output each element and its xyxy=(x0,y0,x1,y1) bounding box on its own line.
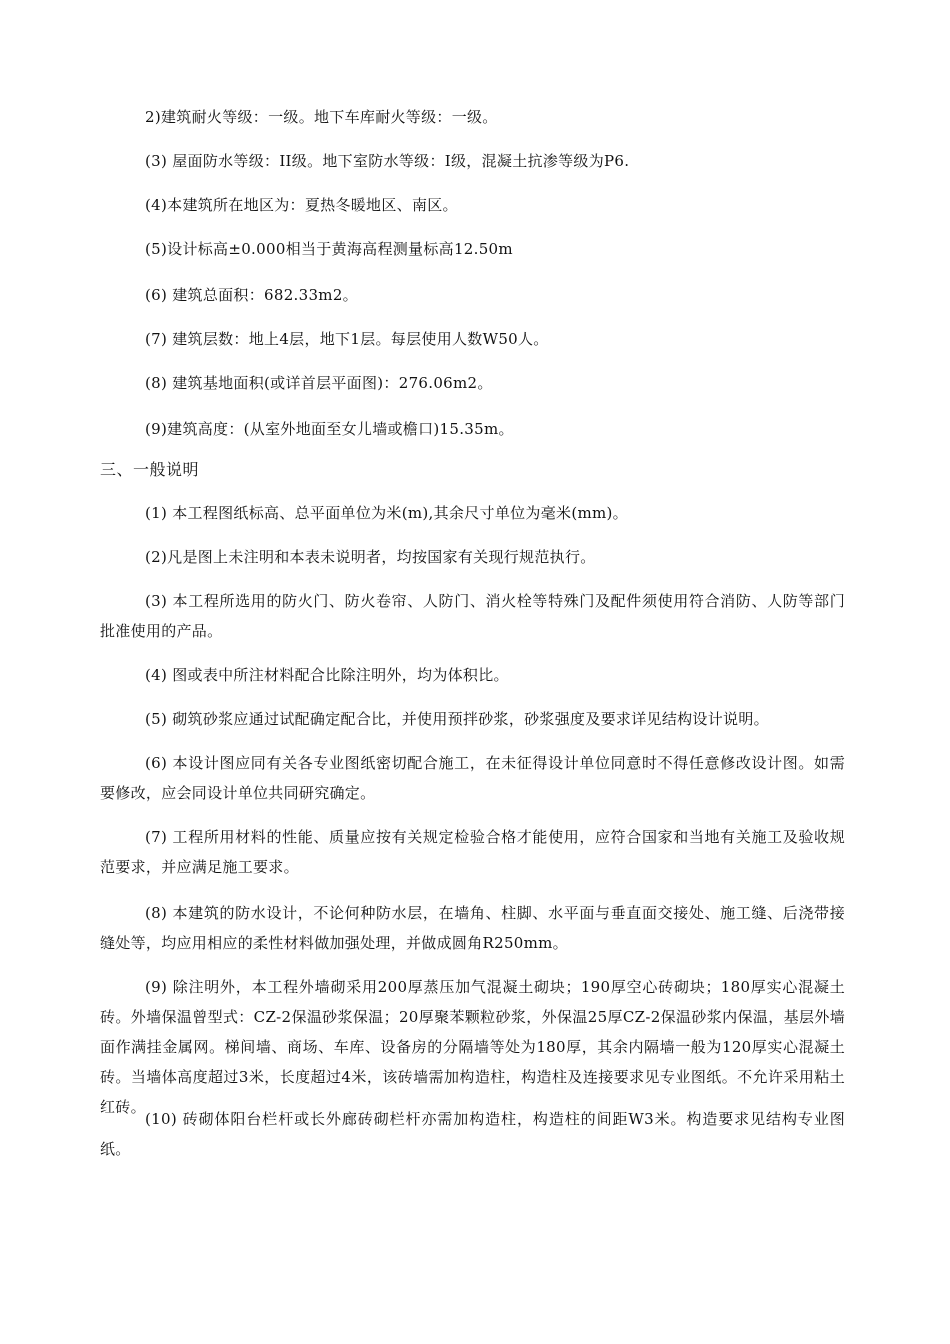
paragraph-units: (1) 本工程图纸标高、总平面单位为米(m),其余尺寸单位为毫米(mm)。 xyxy=(145,504,628,522)
paragraph-materials: (7) 工程所用材料的性能、质量应按有关规定检验合格才能使用，应符合国家和当地有关施工及验收规范要求，并应满足施工要求。 xyxy=(100,828,845,876)
paragraph-fire-doors: (3) 本工程所选用的防火门、防火卷帘、人防门、消火栓等特殊门及配件须使用符合消防、人防等部门批准使用的产品。 xyxy=(100,592,845,640)
paragraph-elevation: (5)设计标高±0.000相当于黄海高程测量标高12.50m xyxy=(145,240,513,258)
paragraph-floors: (7) 建筑层数：地上4层，地下1层。每层使用人数W50人。 xyxy=(145,330,549,348)
paragraph-regulations: (2)凡是图上未注明和本表未说明者，均按国家有关现行规范执行。 xyxy=(145,548,596,566)
paragraph-waterproofing: (8) 本建筑的防水设计，不论何种防水层，在墙角、柱脚、水平面与垂直面交接处、施工缝、后浇带接缝处等，均应用相应的柔性材料做加强处理，并做成圆角R250mm。 xyxy=(100,904,845,952)
paragraph-fire-rating: 2)建筑耐火等级：一级。地下车库耐火等级：一级。 xyxy=(145,108,498,126)
paragraph-climate-zone: (4)本建筑所在地区为：夏热冬暖地区、南区。 xyxy=(145,196,458,214)
section-heading-general: 三、一般说明 xyxy=(100,460,200,479)
paragraph-base-area: (8) 建筑基地面积(或详首层平面图)：276.06m2。 xyxy=(145,374,493,392)
paragraph-walls: (9) 除注明外，本工程外墙砌采用200厚蒸压加气混凝土砌块；190厚空心砖砌块；180厚实心混凝土砖。外墙保温曾型式：CZ-2保温砂浆保温；20厚聚苯颗粒砂浆，外保温25厚CZ-2保温砂浆内保温，基层外墙面作满挂金属网。梯间墙、商场、车库、设备房的分隔墙等处为180厚，其余内隔墙一般为120厚实心混凝土砖。当墙体高度超过3米，长度超过4米，该砖墙需加构造柱，构造柱及连接要求见专业图纸。不允许采用粘土红砖。 xyxy=(100,978,845,1116)
paragraph-waterproof-level: (3) 屋面防水等级：II级。地下室防水等级：I级，混凝土抗渗等级为P6. xyxy=(145,152,630,170)
paragraph-total-area: (6) 建筑总面积：682.33m2。 xyxy=(145,286,358,304)
paragraph-building-height: (9)建筑高度：(从室外地面至女儿墙或檐口)15.35m。 xyxy=(145,420,514,438)
paragraph-mortar: (5) 砌筑砂浆应通过试配确定配合比，并使用预拌砂浆，砂浆强度及要求详见结构设计说明。 xyxy=(145,710,769,728)
paragraph-mix-ratio: (4) 图或表中所注材料配合比除注明外，均为体积比。 xyxy=(145,666,509,684)
paragraph-railings: (10) 砖砌体阳台栏杆或长外廊砖砌栏杆亦需加构造柱，构造柱的间距W3米。构造要求见结构专业图纸。 xyxy=(100,1110,845,1158)
paragraph-coordination: (6) 本设计图应同有关各专业图纸密切配合施工，在未征得设计单位同意时不得任意修改设计图。如需要修改，应会同设计单位共同研究确定。 xyxy=(100,754,845,802)
